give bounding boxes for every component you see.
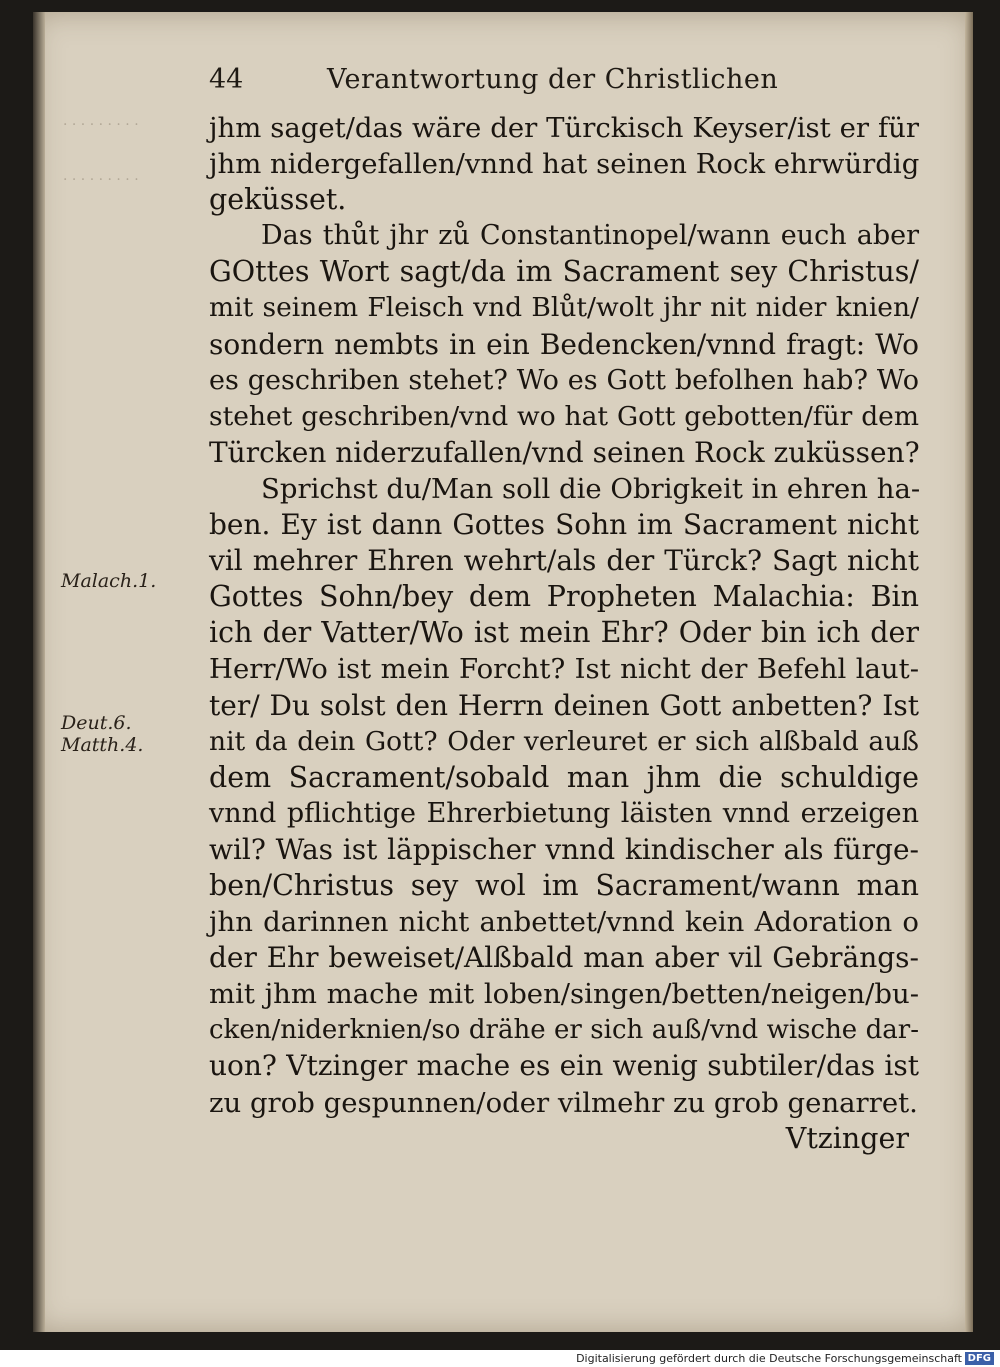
text-line: mit seinem Fleisch vnd Blůt/wolt jhr nit nider knien/: [209, 292, 919, 324]
margin-note: Matth.4.: [61, 734, 144, 756]
margin-note: Malach.1.: [61, 570, 157, 592]
book-page: [33, 12, 973, 1332]
text-line: es geschriben stehet? Wo es Gott befolhen hab? Wo: [209, 364, 919, 396]
text-line: cken/niderknien/so drähe er sich auß/vnd wische dar-: [209, 1015, 919, 1046]
text-line: dem Sacrament/sobald man jhm die schuldige: [209, 760, 919, 794]
page-edge: [965, 12, 973, 1332]
text-line: uon? Vtzinger mache es ein wenig subtiler/das ist: [209, 1049, 919, 1083]
text-line: nit da dein Gott? Oder verleuret er sich alßbald auß: [209, 725, 919, 757]
running-title: Verantwortung der Christlichen: [327, 64, 779, 95]
text-line: Das thůt jhr zů Constantinopel/wann euch aber: [261, 220, 919, 252]
text-line: ben/Christus sey wol im Sacrament/wann man: [209, 868, 919, 902]
text-line: mit jhm mache mit loben/singen/betten/neigen/bu-: [209, 978, 919, 1011]
bleed-through-text: · · · · · · · · ·: [63, 172, 139, 188]
text-line: jhn darinnen nicht anbettet/vnnd kein Adoration o: [209, 906, 919, 939]
page-number: 44: [209, 64, 244, 95]
text-line: geküsset.: [209, 183, 347, 217]
body-text: [209, 110, 919, 1157]
text-line: Türcken niderzufallen/vnd seinen Rock zuküssen?: [209, 435, 920, 469]
text-line: Gottes Sohn/bey dem Propheten Malachia: Bin: [209, 580, 919, 614]
text-line: jhm saget/das wäre der Türckisch Keyser/ist er für: [209, 112, 919, 144]
running-header: [209, 64, 909, 95]
text-line: vnnd pflichtige Ehrerbietung läisten vnnd erzeigen: [209, 797, 919, 829]
bleed-through-text: · · · · · · · · ·: [63, 117, 139, 133]
text-line: Herr/Wo ist mein Forcht? Ist nicht der Befehl laut-: [209, 653, 919, 686]
text-line: ich der Vatter/Wo ist mein Ehr? Oder bin ich der: [209, 616, 919, 650]
margin-note: Deut.6.: [61, 712, 132, 734]
funding-credit: Digitalisierung gefördert durch die Deutsche Forschungsgemeinschaft: [576, 1352, 962, 1365]
footer-bar: [0, 1350, 1000, 1367]
text-line: GOttes Wort sagt/da im Sacrament sey Christus/: [209, 255, 919, 289]
text-line: stehet geschriben/vnd wo hat Gott gebotten/für dem: [209, 400, 919, 432]
text-line: ter/ Du solst den Herrn deinen Gott anbetten? Ist: [209, 688, 919, 722]
page-gutter: [33, 12, 45, 1332]
text-line: jhm nidergefallen/vnnd hat seinen Rock ehrwürdig: [209, 148, 920, 181]
text-line: der Ehr beweiset/Alßbald man aber vil Gebrängs-: [209, 941, 919, 975]
text-line: sondern nembts in ein Bedencken/vnnd fragt: Wo: [209, 327, 919, 361]
text-line: wil? Was ist läppischer vnnd kindischer als fürge-: [209, 832, 919, 866]
dfg-logo: DFG: [965, 1352, 994, 1365]
text-line: ben. Ey ist dann Gottes Sohn im Sacrament nicht: [209, 508, 919, 542]
text-line: vil mehrer Ehren wehrt/als der Türck? Sagt nicht: [209, 544, 919, 578]
catchword: Vtzinger: [785, 1121, 909, 1155]
text-line: zu grob gespunnen/oder vilmehr zu grob genarret.: [209, 1086, 918, 1119]
text-line: Sprichst du/Man soll die Obrigkeit in ehren ha-: [261, 472, 921, 505]
